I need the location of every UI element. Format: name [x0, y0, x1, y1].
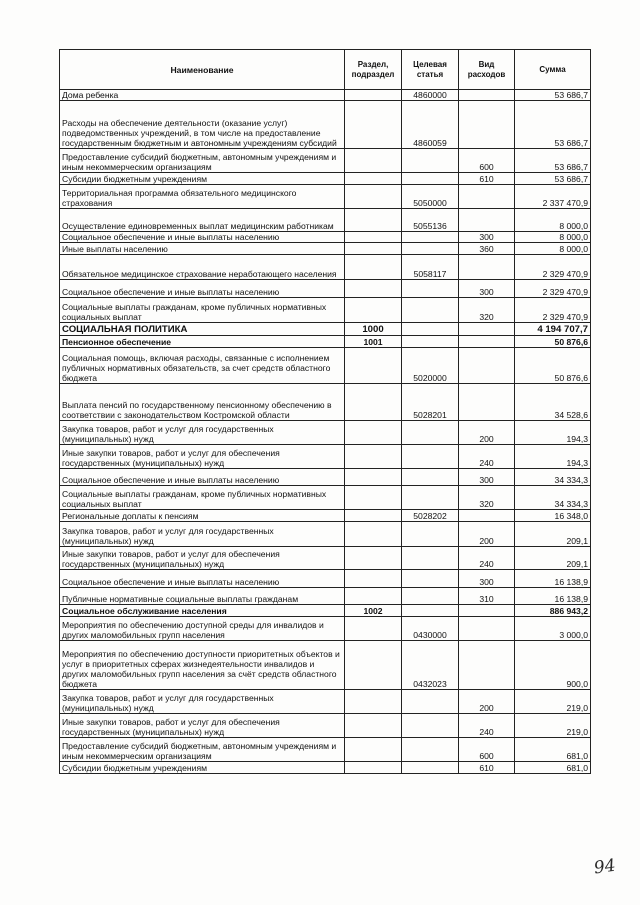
- cell-sum: 209,1: [515, 522, 591, 547]
- cell-section: [345, 522, 402, 547]
- cell-name: Субсидии бюджетным учреждениям: [60, 173, 345, 185]
- table-row: [60, 547, 591, 570]
- cell-name: Социальное обслуживание населения: [60, 605, 345, 617]
- header-sum: Сумма: [515, 50, 591, 90]
- cell-section: 1002: [345, 605, 402, 617]
- cell-target: [402, 280, 459, 298]
- table-row: [60, 469, 591, 486]
- table-row: [60, 209, 591, 232]
- cell-target: 0430000: [402, 617, 459, 641]
- cell-target: [402, 605, 459, 617]
- cell-section: [345, 209, 402, 232]
- cell-sum: 53 686,7: [515, 149, 591, 173]
- cell-type: 600: [459, 738, 515, 762]
- table-row: [60, 588, 591, 605]
- table-row: [60, 149, 591, 173]
- cell-sum: 194,3: [515, 421, 591, 445]
- cell-type: 300: [459, 232, 515, 243]
- table-row: [60, 510, 591, 522]
- cell-name: Социальная помощь, включая расходы, связанные с исполнением публичных нормативных обязательств, за счет средств областного бюджета: [60, 348, 345, 384]
- table-body: [60, 90, 591, 774]
- cell-target: [402, 547, 459, 570]
- cell-sum: 219,0: [515, 714, 591, 738]
- table-row: [60, 445, 591, 469]
- cell-name: Субсидии бюджетным учреждениям: [60, 762, 345, 774]
- cell-sum: 50 876,6: [515, 348, 591, 384]
- cell-target: 5028201: [402, 384, 459, 421]
- cell-type: [459, 510, 515, 522]
- cell-target: 4860059: [402, 101, 459, 149]
- table-row: [60, 298, 591, 323]
- cell-section: [345, 298, 402, 323]
- cell-target: 5058117: [402, 255, 459, 280]
- cell-name: Дома ребенка: [60, 90, 345, 101]
- cell-name: Иные закупки товаров, работ и услуг для обеспечения государственных (муниципальных) нужд: [60, 714, 345, 738]
- table-row: [60, 738, 591, 762]
- table-row: [60, 173, 591, 185]
- header-name: Наименование: [60, 50, 345, 90]
- cell-type: [459, 617, 515, 641]
- budget-table: [59, 49, 591, 774]
- cell-name: СОЦИАЛЬНАЯ ПОЛИТИКА: [60, 323, 345, 336]
- cell-sum: 3 000,0: [515, 617, 591, 641]
- cell-sum: 4 194 707,7: [515, 323, 591, 336]
- table-row: [60, 243, 591, 255]
- cell-sum: 886 943,2: [515, 605, 591, 617]
- table-row: [60, 185, 591, 209]
- cell-type: 310: [459, 588, 515, 605]
- cell-type: [459, 641, 515, 690]
- cell-target: [402, 445, 459, 469]
- cell-target: 5050000: [402, 185, 459, 209]
- cell-section: [345, 243, 402, 255]
- cell-name: Региональные доплаты к пенсиям: [60, 510, 345, 522]
- table-row: [60, 762, 591, 774]
- cell-name: Закупка товаров, работ и услуг для государственных (муниципальных) нужд: [60, 690, 345, 714]
- table-row: [60, 348, 591, 384]
- cell-section: [345, 232, 402, 243]
- table-row: [60, 641, 591, 690]
- cell-section: [345, 255, 402, 280]
- cell-target: [402, 323, 459, 336]
- cell-sum: 34 528,6: [515, 384, 591, 421]
- cell-section: [345, 90, 402, 101]
- cell-section: 1001: [345, 336, 402, 348]
- cell-section: [345, 486, 402, 510]
- cell-sum: 900,0: [515, 641, 591, 690]
- cell-section: [345, 280, 402, 298]
- cell-name: Мероприятия по обеспечению доступности приоритетных объектов и услуг в приоритетных сферах жизнедеятельности инвалидов и других маломобильных групп населения за счёт средств областного бюджета: [60, 641, 345, 690]
- cell-type: 610: [459, 173, 515, 185]
- cell-name: Предоставление субсидий бюджетным, автономным учреждениям и иным некоммерческим организациям: [60, 149, 345, 173]
- cell-section: [345, 588, 402, 605]
- cell-sum: 16 348,0: [515, 510, 591, 522]
- cell-target: [402, 298, 459, 323]
- cell-sum: 219,0: [515, 690, 591, 714]
- cell-section: [345, 547, 402, 570]
- table-row: [60, 605, 591, 617]
- table-row: [60, 714, 591, 738]
- cell-target: [402, 714, 459, 738]
- cell-type: 300: [459, 280, 515, 298]
- cell-sum: 2 329 470,9: [515, 298, 591, 323]
- cell-section: [345, 348, 402, 384]
- cell-type: 240: [459, 547, 515, 570]
- table-row: [60, 336, 591, 348]
- cell-target: [402, 738, 459, 762]
- cell-sum: 50 876,6: [515, 336, 591, 348]
- cell-target: 5055136: [402, 209, 459, 232]
- cell-type: 240: [459, 714, 515, 738]
- cell-sum: 209,1: [515, 547, 591, 570]
- table-row: [60, 486, 591, 510]
- cell-target: [402, 243, 459, 255]
- cell-sum: 34 334,3: [515, 486, 591, 510]
- header-section: Раздел, подраздел: [345, 50, 402, 90]
- cell-sum: 2 329 470,9: [515, 280, 591, 298]
- cell-section: [345, 384, 402, 421]
- cell-type: [459, 101, 515, 149]
- cell-name: Социальное обеспечение и иные выплаты населению: [60, 232, 345, 243]
- cell-name: Выплата пенсий по государственному пенсионному обеспечению в соответствии с законодательством Костромской области: [60, 384, 345, 421]
- table-row: [60, 384, 591, 421]
- cell-type: [459, 384, 515, 421]
- cell-target: [402, 421, 459, 445]
- cell-target: [402, 336, 459, 348]
- cell-section: [345, 714, 402, 738]
- cell-sum: 34 334,3: [515, 469, 591, 486]
- cell-target: [402, 522, 459, 547]
- cell-name: Иные выплаты населению: [60, 243, 345, 255]
- cell-section: [345, 101, 402, 149]
- cell-name: Расходы на обеспечение деятельности (оказание услуг) подведомственных учреждений, в том числе на предоставление государственным бюджетным и автономным учреждениям субсидий: [60, 101, 345, 149]
- cell-section: [345, 445, 402, 469]
- cell-sum: 194,3: [515, 445, 591, 469]
- cell-type: 320: [459, 486, 515, 510]
- page-number: 94: [592, 855, 617, 879]
- header-target: Целевая статья: [402, 50, 459, 90]
- cell-name: Территориальная программа обязательного медицинского страхования: [60, 185, 345, 209]
- cell-name: Социальное обеспечение и иные выплаты населению: [60, 280, 345, 298]
- table-row: [60, 690, 591, 714]
- cell-section: [345, 762, 402, 774]
- cell-target: 5020000: [402, 348, 459, 384]
- cell-type: [459, 185, 515, 209]
- cell-sum: 2 337 470,9: [515, 185, 591, 209]
- cell-name: Обязательное медицинское страхование неработающего населения: [60, 255, 345, 280]
- cell-section: [345, 738, 402, 762]
- table-header-row: [60, 50, 591, 90]
- cell-section: [345, 617, 402, 641]
- cell-section: [345, 570, 402, 588]
- table-row: [60, 101, 591, 149]
- cell-type: 610: [459, 762, 515, 774]
- cell-name: Осуществление единовременных выплат медицинским работникам: [60, 209, 345, 232]
- cell-type: 300: [459, 570, 515, 588]
- cell-type: 200: [459, 522, 515, 547]
- cell-target: [402, 232, 459, 243]
- cell-name: Социальные выплаты гражданам, кроме публичных нормативных социальных выплат: [60, 486, 345, 510]
- table-row: [60, 323, 591, 336]
- cell-target: [402, 762, 459, 774]
- cell-target: [402, 588, 459, 605]
- table-row: [60, 522, 591, 547]
- cell-section: [345, 421, 402, 445]
- cell-section: [345, 149, 402, 173]
- cell-name: Пенсионное обеспечение: [60, 336, 345, 348]
- table-row: [60, 280, 591, 298]
- cell-sum: 8 000,0: [515, 243, 591, 255]
- cell-name: Закупка товаров, работ и услуг для государственных (муниципальных) нужд: [60, 421, 345, 445]
- cell-name: Социальное обеспечение и иные выплаты населению: [60, 570, 345, 588]
- table-row: [60, 570, 591, 588]
- cell-name: Социальные выплаты гражданам, кроме публичных нормативных социальных выплат: [60, 298, 345, 323]
- cell-type: [459, 90, 515, 101]
- cell-section: 1000: [345, 323, 402, 336]
- cell-type: 240: [459, 445, 515, 469]
- cell-target: [402, 486, 459, 510]
- cell-name: Иные закупки товаров, работ и услуг для обеспечения государственных (муниципальных) нужд: [60, 445, 345, 469]
- cell-target: [402, 469, 459, 486]
- cell-sum: 53 686,7: [515, 90, 591, 101]
- cell-type: 600: [459, 149, 515, 173]
- cell-type: 360: [459, 243, 515, 255]
- cell-sum: 16 138,9: [515, 570, 591, 588]
- cell-type: [459, 209, 515, 232]
- cell-type: [459, 605, 515, 617]
- cell-target: 0432023: [402, 641, 459, 690]
- cell-section: [345, 173, 402, 185]
- cell-target: [402, 690, 459, 714]
- cell-target: [402, 570, 459, 588]
- table-row: [60, 421, 591, 445]
- cell-type: [459, 336, 515, 348]
- cell-type: 320: [459, 298, 515, 323]
- cell-type: 200: [459, 421, 515, 445]
- cell-sum: 681,0: [515, 738, 591, 762]
- table-row: [60, 232, 591, 243]
- cell-target: 4860000: [402, 90, 459, 101]
- cell-name: Предоставление субсидий бюджетным, автономным учреждениям и иным некоммерческим организациям: [60, 738, 345, 762]
- cell-target: 5028202: [402, 510, 459, 522]
- cell-sum: 53 686,7: [515, 101, 591, 149]
- cell-target: [402, 149, 459, 173]
- cell-sum: 8 000,0: [515, 232, 591, 243]
- cell-name: Иные закупки товаров, работ и услуг для обеспечения государственных (муниципальных) нужд: [60, 547, 345, 570]
- cell-sum: 2 329 470,9: [515, 255, 591, 280]
- cell-name: Социальное обеспечение и иные выплаты населению: [60, 469, 345, 486]
- cell-target: [402, 173, 459, 185]
- cell-type: 200: [459, 690, 515, 714]
- cell-section: [345, 469, 402, 486]
- cell-sum: 681,0: [515, 762, 591, 774]
- cell-name: Мероприятия по обеспечению доступной среды для инвалидов и других маломобильных групп населения: [60, 617, 345, 641]
- cell-type: [459, 348, 515, 384]
- cell-type: [459, 255, 515, 280]
- table-row: [60, 90, 591, 101]
- table-row: [60, 617, 591, 641]
- cell-type: [459, 323, 515, 336]
- cell-sum: 8 000,0: [515, 209, 591, 232]
- cell-sum: 53 686,7: [515, 173, 591, 185]
- cell-section: [345, 510, 402, 522]
- cell-section: [345, 641, 402, 690]
- cell-section: [345, 185, 402, 209]
- header-type: Вид расходов: [459, 50, 515, 90]
- cell-type: 300: [459, 469, 515, 486]
- table-row: [60, 255, 591, 280]
- cell-section: [345, 690, 402, 714]
- cell-name: Публичные нормативные социальные выплаты гражданам: [60, 588, 345, 605]
- cell-sum: 16 138,9: [515, 588, 591, 605]
- cell-name: Закупка товаров, работ и услуг для государственных (муниципальных) нужд: [60, 522, 345, 547]
